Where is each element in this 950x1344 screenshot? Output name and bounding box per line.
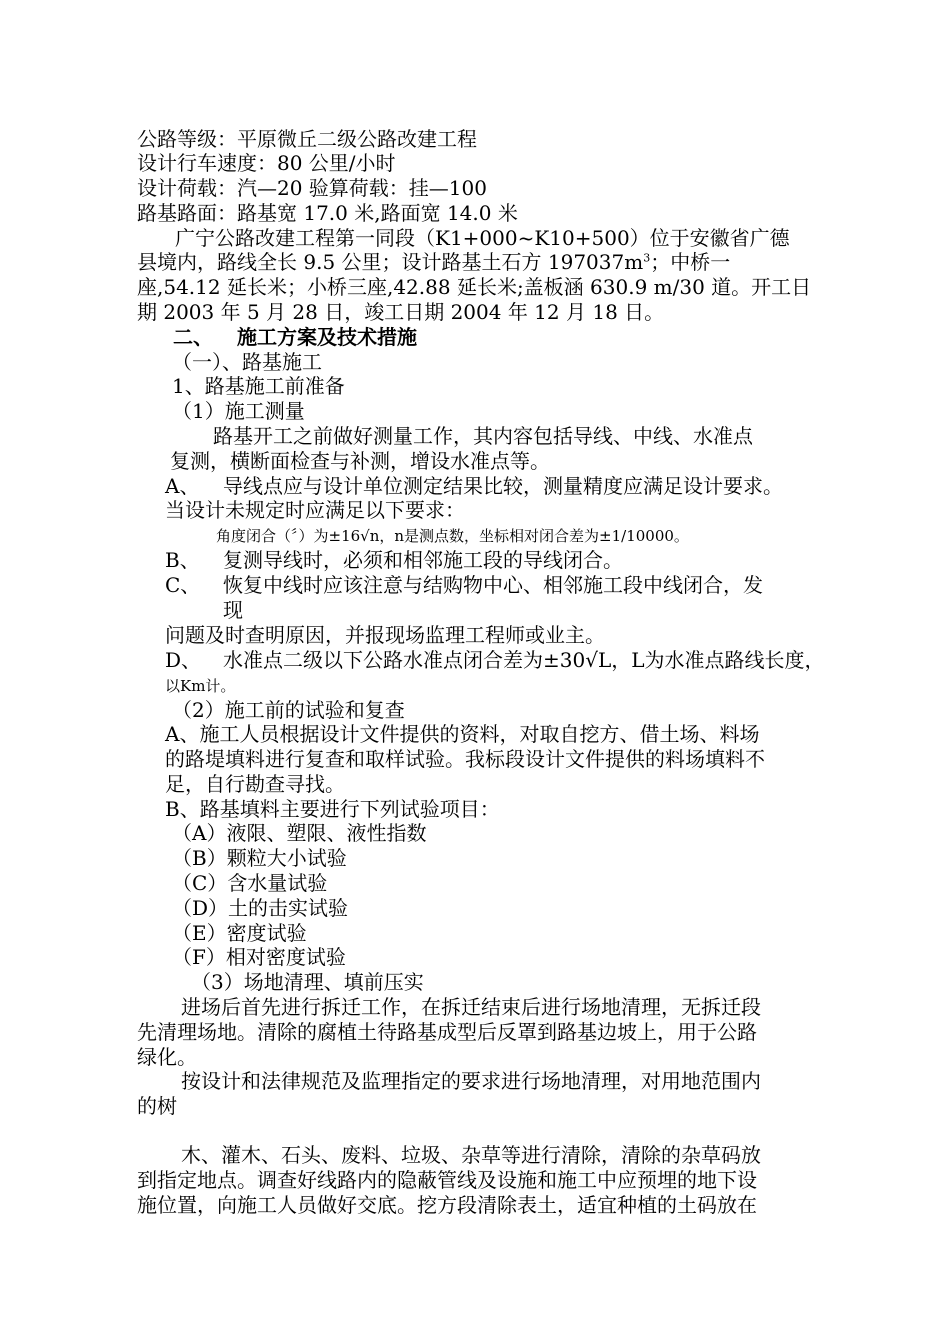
list-item-text: 导线点应与设计单位测定结果比较，测量精度应满足设计要求。 <box>223 474 783 498</box>
test-item: （B）颗粒大小试验 <box>172 846 347 870</box>
overview-line: 期 2003 年 5 月 28 日，竣工日期 2004 年 12 月 18 日。 <box>137 300 665 324</box>
paragraph-line: 的路堤填料进行复查和取样试验。我标段设计文件提供的料场填料不 <box>165 747 765 771</box>
test-item: （C）含水量试验 <box>172 871 328 895</box>
spec-road-grade: 公路等级：平原微丘二级公路改建工程 <box>137 127 477 151</box>
list-marker: B、 <box>165 548 200 572</box>
list-item-text: 恢复中线时应该注意与结购物中心、相邻施工段中线闭合，发 <box>223 573 763 597</box>
paragraph-line: 路基开工之前做好测量工作，其内容包括导线、中线、水准点 <box>213 424 753 448</box>
paragraph-line: 绿化。 <box>137 1045 197 1069</box>
paragraph-line: 施位置，向施工人员做好交底。挖方段清除表土，适宜种植的土码放在 <box>137 1193 757 1217</box>
list-item-text: 以Km计。 <box>165 677 236 695</box>
paragraph-line: 的树 <box>137 1094 177 1118</box>
test-item: （E）密度试验 <box>172 921 307 945</box>
subsection-heading: （2）施工前的试验和复查 <box>172 698 405 722</box>
subsection-heading: （1）施工测量 <box>172 399 305 423</box>
list-item-text: 水准点二级以下公路水准点闭合差为±30√L，L为水准点路线长度， <box>223 648 825 672</box>
paragraph-line: 到指定地点。调查好线路内的隐蔽管线及设施和施工中应预埋的地下设 <box>137 1168 757 1192</box>
list-marker: D、 <box>165 648 202 672</box>
paragraph-line: 进场后首先进行拆迁工作，在拆迁结束后进行场地清理，无拆迁段 <box>181 995 761 1019</box>
paragraph-line: B、路基填料主要进行下列试验项目： <box>165 797 500 821</box>
overview-line: 县境内，路线全长 9.5 公里；设计路基土石方 $197037m^3$；中桥一 <box>137 250 731 274</box>
paragraph-line: 按设计和法律规范及监理指定的要求进行场地清理，对用地范围内 <box>181 1069 761 1093</box>
spec-design-speed: 设计行车速度：80 公里/小时 <box>137 151 396 175</box>
overview-line: 广宁公路改建工程第一同段（K1+000~K10+500）位于安徽省广德 <box>175 226 790 250</box>
section-number: 二、 <box>173 325 213 349</box>
list-marker: A、 <box>165 474 200 498</box>
subsection-heading: （一）、路基施工 <box>172 350 322 374</box>
test-item: （A）液限、塑限、液性指数 <box>172 821 427 845</box>
overview-line: 座,54.12 延长米；小桥三座,42.88 延长米;盖板涵 630.9 m/30 道。开工日 <box>137 275 812 299</box>
spec-subgrade-width: 路基路面：路基宽 17.0 米,路面宽 14.0 米 <box>137 201 518 225</box>
subsection-heading: （3）场地清理、填前压实 <box>191 970 424 994</box>
subsection-heading: 1、路基施工前准备 <box>172 374 345 398</box>
list-item-text: 现 <box>223 598 243 622</box>
test-item: （D）土的击实试验 <box>172 896 349 920</box>
list-item-text: 复测导线时，必须和相邻施工段的导线闭合。 <box>223 548 623 572</box>
paragraph-line: 木、灌木、石头、废料、垃圾、杂草等进行清除，清除的杂草码放 <box>181 1143 761 1167</box>
paragraph-line: 足，自行勘查寻找。 <box>165 772 345 796</box>
list-item-text: 当设计未规定时应满足以下要求： <box>165 498 465 522</box>
paragraph-line: 复测，横断面检查与补测，增设水准点等。 <box>170 449 550 473</box>
spec-design-load: 设计荷载：汽—20 验算荷载：挂—100 <box>137 176 487 200</box>
paragraph-line: 先清理场地。清除的腐植土待路基成型后反罩到路基边坡上，用于公路 <box>137 1020 757 1044</box>
test-item: （F）相对密度试验 <box>172 945 346 969</box>
paragraph-line: A、施工人员根据设计文件提供的资料，对取自挖方、借土场、料场 <box>165 722 760 746</box>
list-item-text: 问题及时查明原因，并报现场监理工程师或业主。 <box>165 623 605 647</box>
formula-line: 角度闭合（〞）为±16√n，n是测点数，坐标相对闭合差为±1/10000。 <box>216 527 689 545</box>
list-marker: C、 <box>165 573 201 597</box>
section-title: 施工方案及技术措施 <box>237 325 417 349</box>
superscript-3: 3 <box>643 251 651 265</box>
